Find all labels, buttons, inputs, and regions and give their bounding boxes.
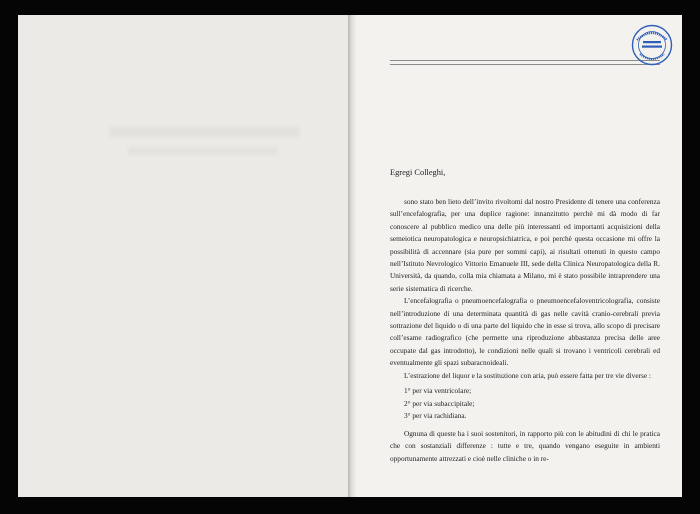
letter-body: [390, 196, 660, 465]
list-item: 2° per via subaccipitale;: [404, 398, 475, 408]
show-through-text: [110, 127, 300, 137]
route-list: [390, 385, 660, 423]
salutation: Egregi Colleghi,: [390, 168, 446, 177]
list-item: 1° per via ventricolare;: [404, 386, 472, 396]
paragraph: L’estrazione del liquor e la sostituzione con aria, può essere fatta per tre vie diverse :: [404, 370, 651, 380]
paragraph: sono stato ben lieto dell’invito rivoltomi dal nostro Presidente di tenere una conferenza sull’encefalografia, per una duplice ragione: innanzitutto perchè mi dà modo di far conoscere al pubblico medico una delle più interessanti ed importanti acquisizioni della semeiotica neuropatologica e neuropsichiatrica, e poi perchè questa occasione mi offre la possibilità di accennare (sia pure per sommi capi), ai risultati ottenuti in questo campo nell’Istituto Nevrologico Vittorio Emanuele III, sede della Clinica Neuropatologica della R. Università, da quando, colla mia chiamata a Milano, mi è stato possibile intraprendere una serie sistematica di ricerche.: [390, 197, 660, 293]
paragraph: L’encefalografia o pneumoencefalografia o pneumoencefaloventricolografia, consiste nell’introduzione di una determinata quantità di gas nelle cavità cranio-cerebrali previa sottrazione del liquido o di una parte del liquido che in esse si trova, allo scopo di precisare coll’esame radiografico (che permette una riproduzione abbastanza precisa delle aree occupate dal gas introdotto), le condizioni nelle quali si trovano i ventricoli cerebrali ed eventualmente gli spazi subaracnoideali.: [390, 296, 660, 368]
library-stamp: [631, 24, 673, 66]
header-rule: [390, 60, 660, 61]
list-item: 3° per via rachidiana.: [404, 411, 467, 421]
header-rule: [390, 64, 660, 65]
show-through-text: [128, 147, 278, 155]
left-page: [18, 15, 348, 497]
paragraph: Ognuna di queste ha i suoi sostenitori, in rapporto più con le abitudini di chi le pratica che con sostanziali differenze : tutte e tre, quando vengano eseguite in ambienti opportunamente attrezzati e cioè nelle cliniche o in re-: [390, 428, 660, 463]
book-gutter: [348, 15, 356, 497]
right-page: [356, 15, 682, 497]
